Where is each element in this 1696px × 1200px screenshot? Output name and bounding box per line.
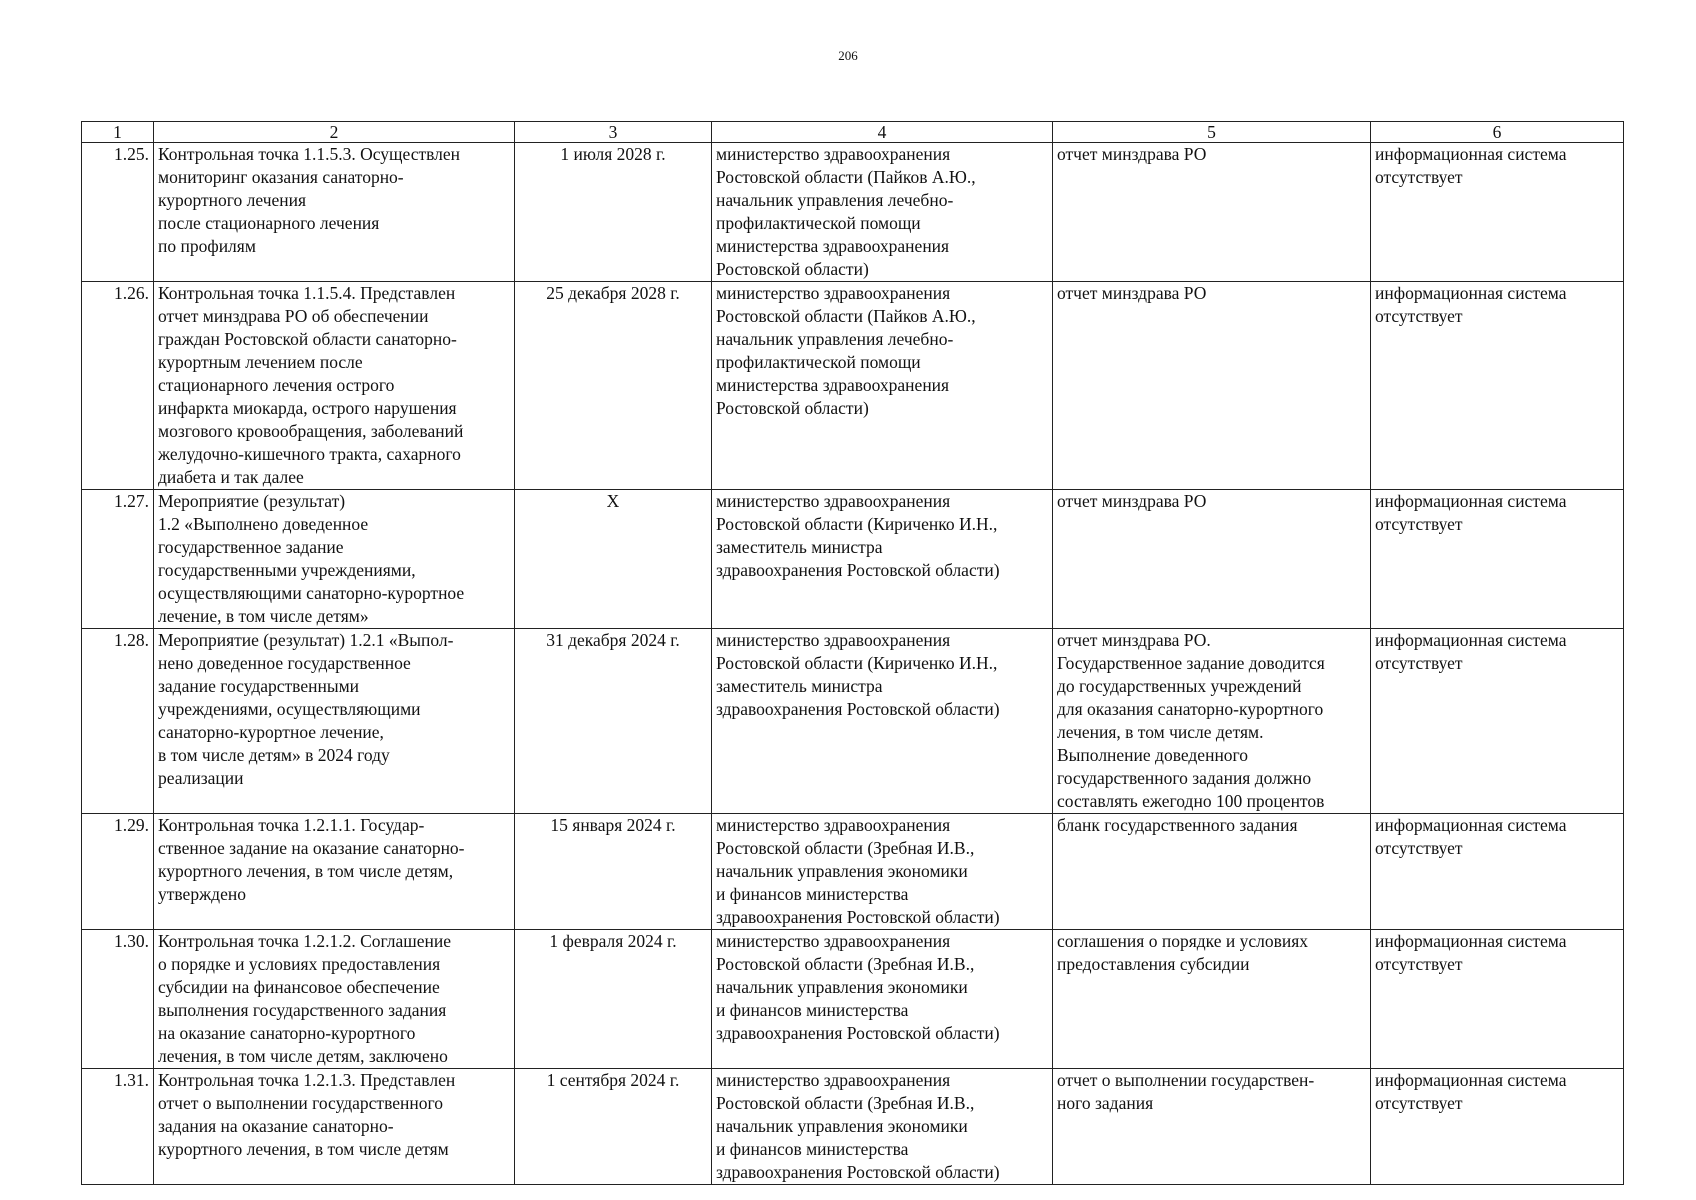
due-date: 1 июля 2028 г. xyxy=(515,143,712,282)
event-name: Контрольная точка 1.2.1.2. Соглашение о порядке и условиях предоставления субсидии на финансовое обеспечение выполнения государственного задания на оказание санаторно-курортного лечения, в том числе детям, заключено xyxy=(154,930,515,1069)
table-row xyxy=(82,282,1624,490)
table-row xyxy=(82,143,1624,282)
column-header: 5 xyxy=(1053,122,1371,143)
table-row xyxy=(82,490,1624,629)
table-row xyxy=(82,629,1624,814)
event-name: Контрольная точка 1.2.1.1. Государ- ственное задание на оказание санаторно- курортного лечения, в том числе детям, утверждено xyxy=(154,814,515,930)
document-type: бланк государственного задания xyxy=(1053,814,1371,930)
row-number: 1.26. xyxy=(82,282,154,490)
event-name: Контрольная точка 1.2.1.3. Представлен отчет о выполнении государственного задания на оказание санаторно- курортного лечения, в том числе детям xyxy=(154,1069,515,1185)
due-date: Х xyxy=(515,490,712,629)
row-number: 1.29. xyxy=(82,814,154,930)
document-table xyxy=(81,121,1624,1185)
event-name: Контрольная точка 1.1.5.3. Осуществлен мониторинг оказания санаторно- курортного лечения после стационарного лечения по профилям xyxy=(154,143,515,282)
due-date: 1 февраля 2024 г. xyxy=(515,930,712,1069)
responsible-executor: министерство здравоохранения Ростовской области (Пайков А.Ю., начальник управления лечебно- профилактической помощи министерства здравоохранения Ростовской области) xyxy=(712,143,1053,282)
header-row xyxy=(82,122,1624,143)
info-system: информационная система отсутствует xyxy=(1371,629,1624,814)
column-header: 2 xyxy=(154,122,515,143)
row-number: 1.30. xyxy=(82,930,154,1069)
table-row xyxy=(82,814,1624,930)
column-header: 1 xyxy=(82,122,154,143)
document-type: соглашения о порядке и условиях предоставления субсидии xyxy=(1053,930,1371,1069)
responsible-executor: министерство здравоохранения Ростовской области (Зребная И.В., начальник управления экономики и финансов министерства здравоохранения Ростовской области) xyxy=(712,1069,1053,1185)
table-row xyxy=(82,930,1624,1069)
event-name: Контрольная точка 1.1.5.4. Представлен отчет минздрава РО об обеспечении граждан Ростовской области санаторно- курортным лечением после стационарного лечения острого инфаркта миокарда, острого нарушения мозгового кровообращения, заболеваний желудочно-кишечного тракта, сахарного диабета и так далее xyxy=(154,282,515,490)
document-type: отчет минздрава РО xyxy=(1053,143,1371,282)
info-system: информационная система отсутствует xyxy=(1371,930,1624,1069)
document-type: отчет минздрава РО xyxy=(1053,282,1371,490)
row-number: 1.25. xyxy=(82,143,154,282)
document-type: отчет минздрава РО xyxy=(1053,490,1371,629)
responsible-executor: министерство здравоохранения Ростовской области (Зребная И.В., начальник управления экономики и финансов министерства здравоохранения Ростовской области) xyxy=(712,814,1053,930)
responsible-executor: министерство здравоохранения Ростовской области (Зребная И.В., начальник управления экономики и финансов министерства здравоохранения Ростовской области) xyxy=(712,930,1053,1069)
info-system: информационная система отсутствует xyxy=(1371,143,1624,282)
info-system: информационная система отсутствует xyxy=(1371,490,1624,629)
due-date: 31 декабря 2024 г. xyxy=(515,629,712,814)
row-number: 1.27. xyxy=(82,490,154,629)
due-date: 25 декабря 2028 г. xyxy=(515,282,712,490)
column-header: 6 xyxy=(1371,122,1624,143)
table-row xyxy=(82,1069,1624,1185)
row-number: 1.31. xyxy=(82,1069,154,1185)
responsible-executor: министерство здравоохранения Ростовской области (Кириченко И.Н., заместитель министра здравоохранения Ростовской области) xyxy=(712,490,1053,629)
page-number: 206 xyxy=(838,48,858,63)
info-system: информационная система отсутствует xyxy=(1371,1069,1624,1185)
responsible-executor: министерство здравоохранения Ростовской области (Кириченко И.Н., заместитель министра здравоохранения Ростовской области) xyxy=(712,629,1053,814)
document-type: отчет минздрава РО. Государственное задание доводится до государственных учреждений для оказания санаторно-курортного лечения, в том числе детям. Выполнение доведенного государственного задания должно составлять ежегодно 100 процентов xyxy=(1053,629,1371,814)
responsible-executor: министерство здравоохранения Ростовской области (Пайков А.Ю., начальник управления лечебно- профилактической помощи министерства здравоохранения Ростовской области) xyxy=(712,282,1053,490)
due-date: 15 января 2024 г. xyxy=(515,814,712,930)
column-header: 4 xyxy=(712,122,1053,143)
due-date: 1 сентября 2024 г. xyxy=(515,1069,712,1185)
row-number: 1.28. xyxy=(82,629,154,814)
info-system: информационная система отсутствует xyxy=(1371,814,1624,930)
document-type: отчет о выполнении государствен- ного задания xyxy=(1053,1069,1371,1185)
event-name: Мероприятие (результат) 1.2 «Выполнено доведенное государственное задание государственными учреждениями, осуществляющими санаторно-курортное лечение, в том числе детям» xyxy=(154,490,515,629)
event-name: Мероприятие (результат) 1.2.1 «Выпол- нено доведенное государственное задание государственными учреждениями, осуществляющими санаторно-курортное лечение, в том числе детям» в 2024 году реализации xyxy=(154,629,515,814)
column-header: 3 xyxy=(515,122,712,143)
info-system: информационная система отсутствует xyxy=(1371,282,1624,490)
